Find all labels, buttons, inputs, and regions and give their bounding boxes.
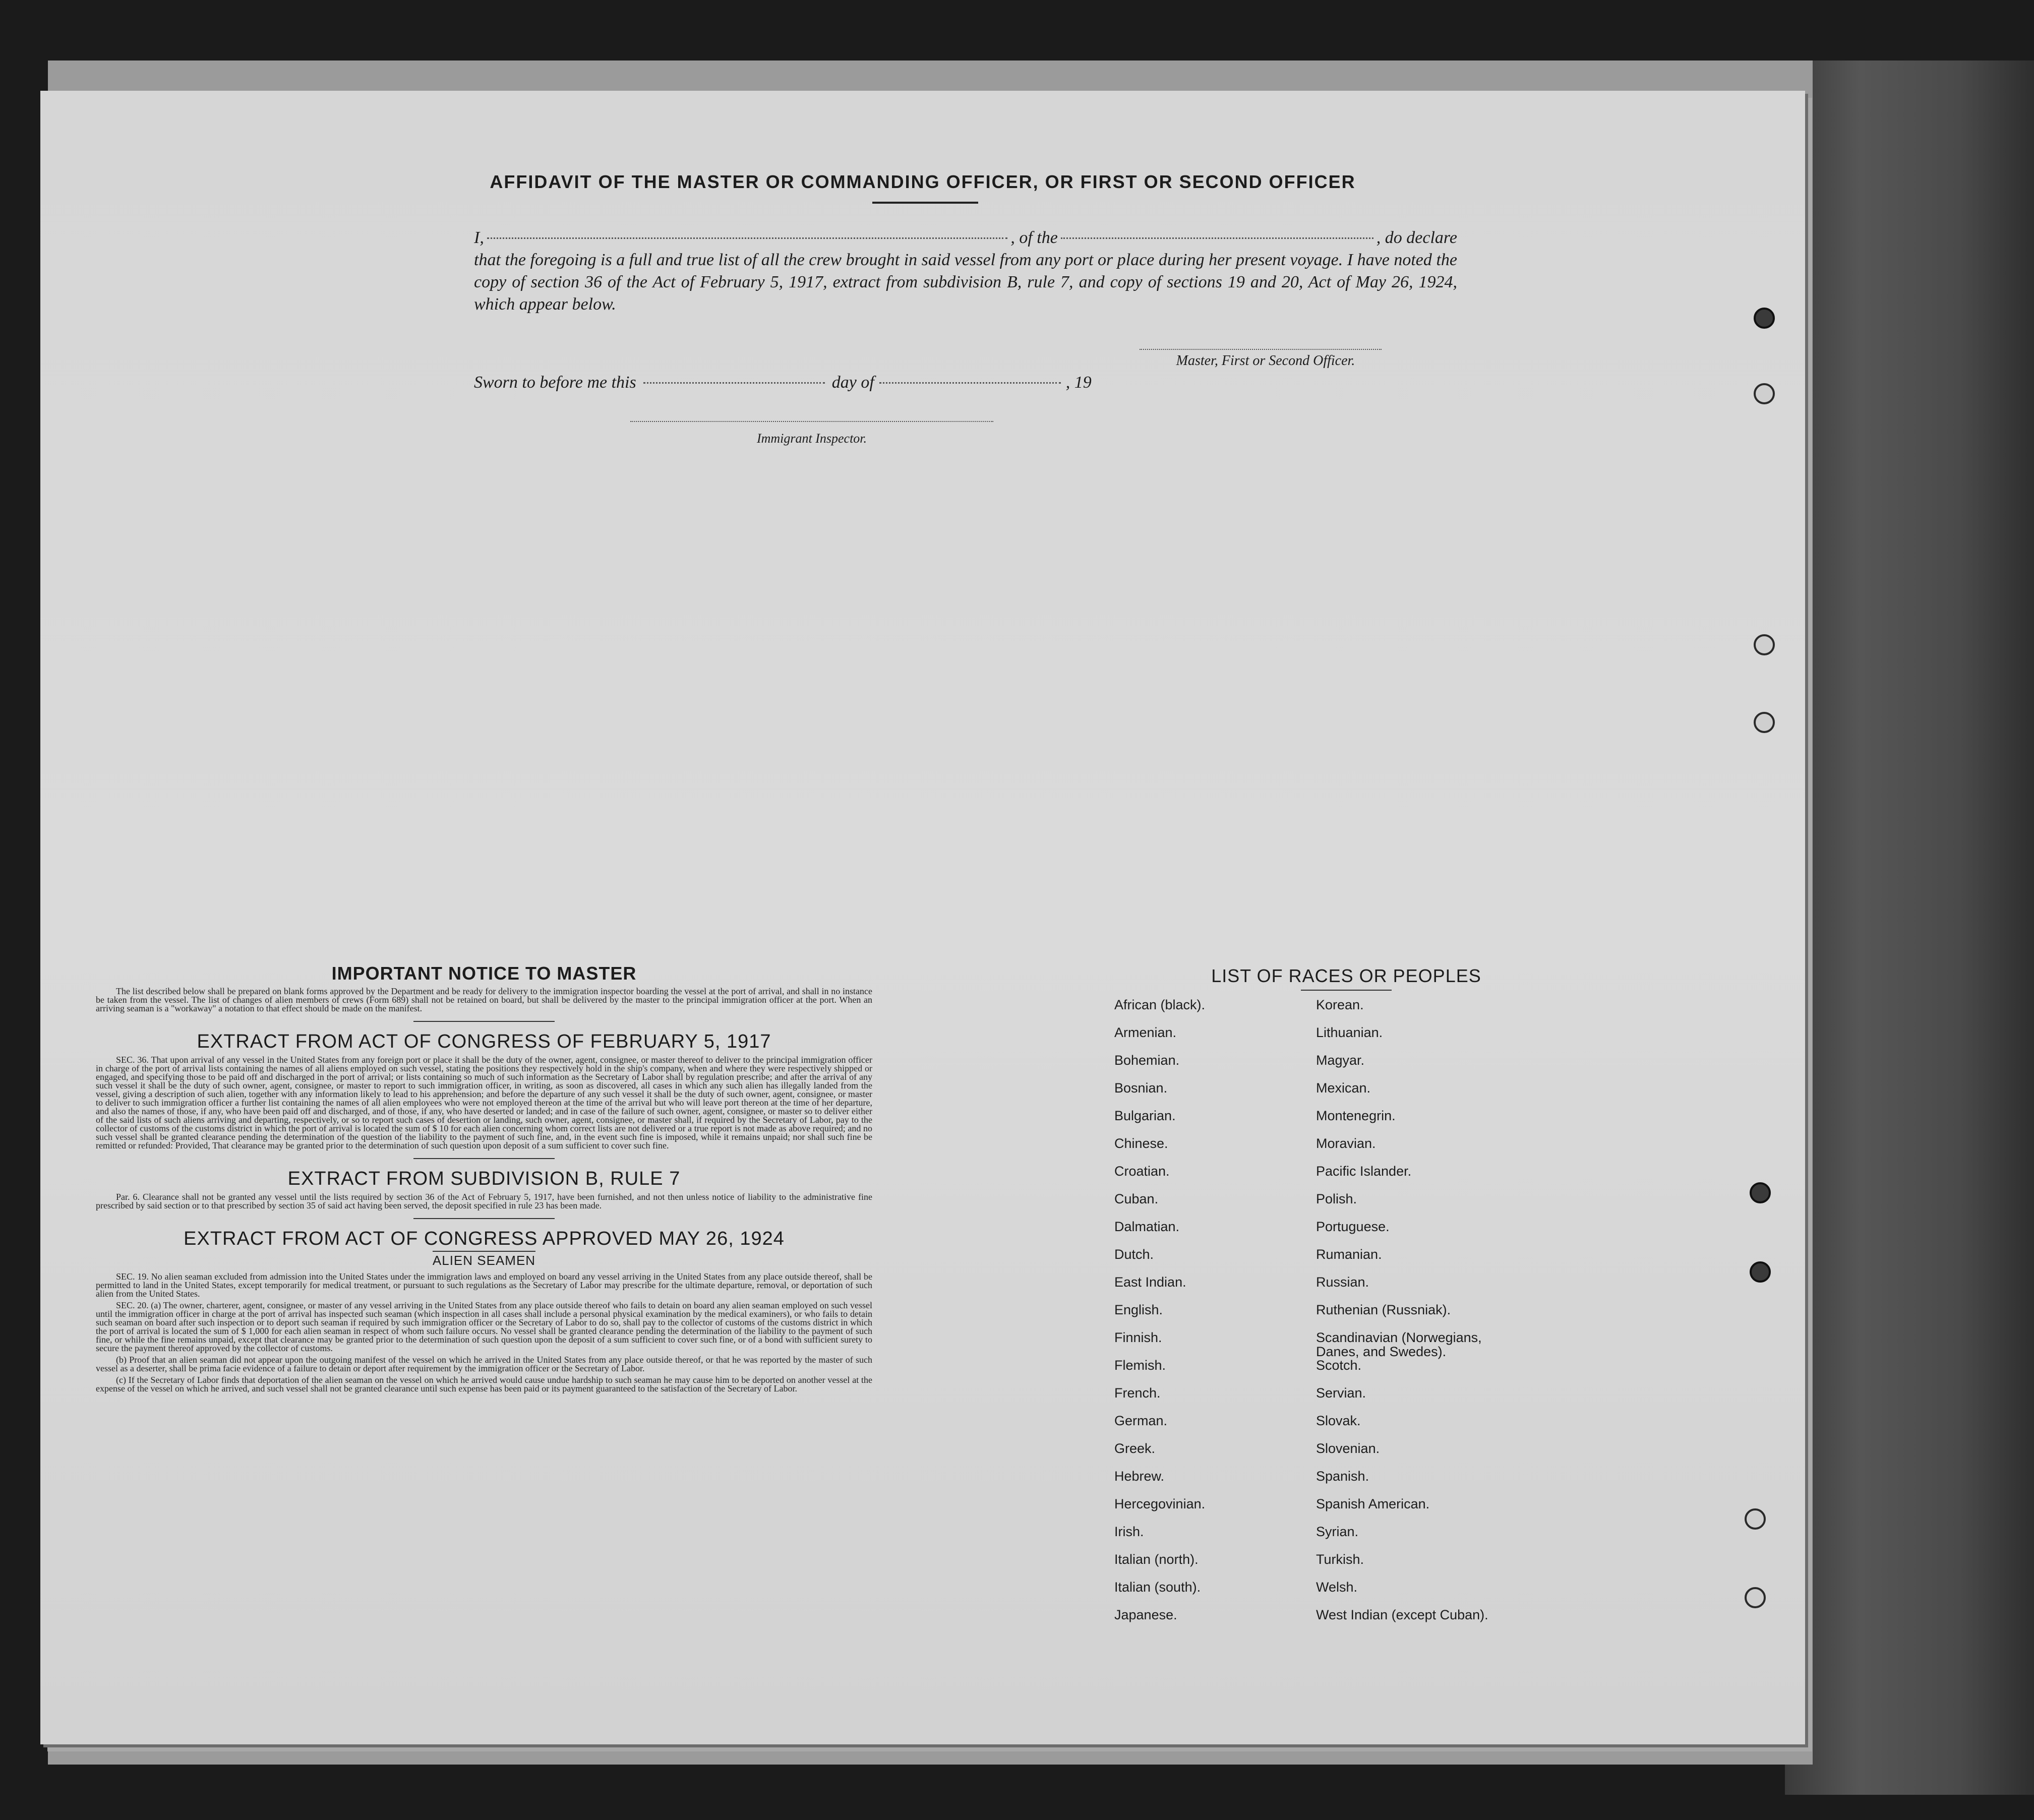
binder-hole (1754, 308, 1775, 329)
race-item: English. (1114, 1302, 1163, 1317)
binder-hole (1745, 1587, 1766, 1608)
title-underline (872, 202, 978, 204)
race-item: Italian (north). (1114, 1552, 1199, 1567)
legal-notices (96, 963, 872, 1393)
day-field[interactable] (643, 382, 825, 384)
year-label: , 19 (1065, 373, 1092, 392)
document-page (40, 91, 1805, 1744)
races-list (1114, 965, 1578, 1635)
race-item: Italian (south). (1114, 1580, 1201, 1595)
race-item: Syrian. (1316, 1524, 1359, 1539)
sworn-line (474, 373, 1180, 392)
race-item: Bulgarian. (1114, 1108, 1176, 1123)
extract-1924-title: EXTRACT FROM ACT OF CONGRESS APPROVED MAY 26, 1924 (184, 1228, 785, 1249)
vessel-field[interactable] (1061, 237, 1373, 239)
notice-title: IMPORTANT NOTICE TO MASTER (331, 963, 637, 984)
signature-label: Master, First or Second Officer. (1176, 353, 1355, 369)
race-item: Croatian. (1114, 1164, 1170, 1179)
race-item: Magyar. (1316, 1053, 1365, 1068)
divider (413, 1218, 555, 1219)
race-item: Spanish. (1316, 1469, 1369, 1484)
race-item: Greek. (1114, 1441, 1156, 1456)
notice-text: The list described below shall be prepared on blank forms approved by the Department and be ready for delivery to the immigration inspector boarding the vessel at the port of arrival, and shall in no instance be taken from the vessel. The list of changes of alien members of crews (Form 689) shall not be retained on board, but shall be delivered by the master to the principal immigration officer at the port. When an arriving seaman is a "workaway" a notation to that effect should be made on the manifest. (96, 986, 872, 1013)
race-item: Ruthenian (Russniak). (1316, 1302, 1451, 1317)
binder-hole (1750, 1182, 1771, 1203)
race-item: German. (1114, 1413, 1168, 1428)
inspector-signature-field[interactable] (630, 421, 993, 422)
race-item: Moravian. (1316, 1136, 1376, 1151)
signature-field[interactable] (1140, 349, 1382, 350)
extract-rule7-text: Par. 6. Clearance shall not be granted any vessel until the lists required by section 36 of the Act of February 5, 1917, have been furnished, and not then unless notice of liability to the administrative fine prescribed by said section or to that prescribed by section 35 of said act having been served, the deposit specified in rule 23 has been made. (96, 1192, 872, 1210)
i-label: I, (474, 228, 484, 247)
race-item: Russian. (1316, 1275, 1369, 1290)
extract-rule7-title: EXTRACT FROM SUBDIVISION B, RULE 7 (287, 1168, 681, 1189)
sec20c-text: (c) If the Secretary of Labor finds that deportation of the alien seaman on the vessel on which he arrived would cause undue hardship to such seaman he may cause him to be deported on another vessel at the expense of the vessel on which he arrived, and such vessel shall not be granted clearance until such expense has been paid or its payment guaranteed to the satisfaction of the Secretary of Labor. (96, 1375, 872, 1393)
race-item: Lithuanian. (1316, 1025, 1383, 1040)
of-the-label: , of the (1010, 228, 1058, 247)
race-item: Montenegrin. (1316, 1108, 1396, 1123)
race-item: Scotch. (1316, 1358, 1362, 1373)
day-of-label: day of (831, 373, 874, 392)
divider (413, 1021, 555, 1022)
month-field[interactable] (879, 382, 1061, 384)
sec20a-text: SEC. 20. (a) The owner, charterer, agent, consignee, or master of any vessel arriving in the United States from any place outside thereof who fails to detain on board any alien seaman employed on such vessel until the immigration officer in charge at the port of arrival has inspected such seaman (which inspection in all cases shall include a personal physical examination by the medical examiners), or who fails to detain such seaman on board after such inspection or to deport such seaman if required by such immigration officer or the Secretary of Labor to do so, shall pay to the collector of customs of the customs district in which the port of arrival is located the sum of $ 1,000 for each alien seaman in respect of whom such failure occurs. No vessel shall be granted clearance pending the determination of the liability to the payment of such fine, or while the fine remains unpaid, except that clearance may be granted prior to the determination of such question upon the deposit of a sum sufficient to cover such fine, or of a bond with sufficient surety to secure the payment thereof approved by the collector of customs. (96, 1300, 872, 1353)
sec20b-text: (b) Proof that an alien seaman did not appear upon the outgoing manifest of the vessel on which he arrived in the United States from any place outside thereof, or that he was reported by the master of such vessel as a deserter, shall be prima facie evidence of a failure to detain or deport after requirement by the immigration officer or the Secretary of Labor. (96, 1355, 872, 1373)
race-item: Korean. (1316, 997, 1364, 1012)
race-item: Rumanian. (1316, 1247, 1382, 1262)
race-item: Dutch. (1114, 1247, 1154, 1262)
race-item: Dalmatian. (1114, 1219, 1180, 1234)
races-title: LIST OF RACES OR PEOPLES (1211, 965, 1481, 986)
race-item: Slovenian. (1316, 1441, 1380, 1456)
sec19-text: SEC. 19. No alien seaman excluded from admission into the United States under the immigration laws and employed on board any vessel arriving in the United States from any place outside thereof, shall be permitted to land in the United States, except temporarily for medical treatment, or pursuant to such regulations as the Secretary of Labor may prescribe for the ultimate departure, removal, or deportation of such alien from the United States. (96, 1271, 872, 1299)
binder-hole (1745, 1508, 1766, 1530)
affidavit-body (474, 227, 1457, 316)
binder-hole (1754, 634, 1775, 655)
race-item: Turkish. (1316, 1552, 1364, 1567)
race-item: West Indian (except Cuban). (1316, 1607, 1488, 1622)
inspector-label: Immigrant Inspector. (756, 431, 867, 446)
binder-hole (1754, 712, 1775, 733)
affidavit-title: AFFIDAVIT OF THE MASTER OR COMMANDING OFFICER, OR FIRST OR SECOND OFFICER (490, 171, 1356, 192)
divider (413, 1158, 555, 1159)
race-item: Servian. (1316, 1385, 1366, 1401)
race-item: Spanish American. (1316, 1496, 1430, 1511)
race-item: Bohemian. (1114, 1053, 1180, 1068)
affidavit-text: that the foregoing is a full and true list of all the crew brought in said vessel from any port or place during her present voyage. I have noted the copy of section 36 of the Act of February 5, 1917, extract from subdivision B, rule 7, and copy of sections 19 and 20, Act of May 26, 1924, which appear below. (474, 251, 1457, 314)
race-item: Finnish. (1114, 1330, 1162, 1345)
extract-1917-text: SEC. 36. That upon arrival of any vessel in the United States from any foreign port or place it shall be the duty of the owner, agent, consignee, or master thereof to deliver to the principal immigration officer in charge of the port of arrival lists containing the names of all aliens employed on such vessel, stating the positions they respectively hold in the ship's company, when and where they were respectively shipped or engaged, and specifying those to be paid off and discharged in the port of arrival; or lists containing so much of such information as the Secretary of Labor shall by regulation prescribe; and after the arrival of any such vessel it shall be the duty of such owner, agent, consignee, or master to report to such immigration officer, in writing, as soon as discovered, all cases in which any such alien has illegally landed from the vessel, giving a description of such alien, together with any information likely to lead to his apprehension; and before the departure of any such vessel it shall be the duty of such owner, agent, consignee, or master to deliver to such immigration officer a further list containing the names of all alien employees who were not employed thereon at the time of the arrival but who will leave port thereon at the time of her departure, and also the names of those, if any, who have been paid off and discharged, and of those, if any, who have deserted or landed; and in case of the failure of such owner, agent, consignee, or master so to deliver either of the said lists of such aliens arriving and departing, respectively, or so to report such cases of desertion or landing, such owner, agent, consignee, or master shall, if required by the Secretary of Labor, pay to the collector of customs of the customs district in which the port of arrival is located the sum of $ 10 for each alien concerning whom correct lists are not delivered or a true report is not made as above required; and no such vessel shall be granted clearance pending the determination of the question of the liability to the payment of such fine, and, in the event such fine is imposed, while it remains unpaid; nor shall such fine be remitted or refunded: Provided, That clearance may be granted prior to the determination of such question upon deposit of a sum sufficient to cover such fine. (96, 1055, 872, 1150)
race-item: Mexican. (1316, 1080, 1371, 1096)
race-item: Bosnian. (1114, 1080, 1168, 1096)
race-item: Chinese. (1114, 1136, 1168, 1151)
race-item: Hercegovinian. (1114, 1496, 1206, 1511)
race-item: Polish. (1316, 1191, 1357, 1206)
race-item: Flemish. (1114, 1358, 1166, 1373)
race-item: Cuban. (1114, 1191, 1159, 1206)
race-item: Welsh. (1316, 1580, 1358, 1595)
race-item: Portuguese. (1316, 1219, 1390, 1234)
do-declare-label: , do declare (1376, 228, 1457, 247)
binder-background (1785, 60, 2034, 1795)
race-item: French. (1114, 1385, 1161, 1401)
alien-seamen-subtitle: ALIEN SEAMEN (433, 1251, 535, 1268)
race-item: East Indian. (1114, 1275, 1186, 1290)
sworn-label: Sworn to before me this (474, 373, 636, 392)
race-item: Hebrew. (1114, 1469, 1165, 1484)
race-item: Pacific Islander. (1316, 1164, 1412, 1179)
race-item: Japanese. (1114, 1607, 1177, 1622)
race-item: Armenian. (1114, 1025, 1177, 1040)
races-underline (1301, 990, 1392, 991)
extract-1917-title: EXTRACT FROM ACT OF CONGRESS OF FEBRUARY 5, 1917 (197, 1031, 771, 1052)
race-item: Slovak. (1316, 1413, 1361, 1428)
declaration-line (474, 227, 1457, 249)
name-field[interactable] (487, 237, 1007, 239)
races-grid (1114, 998, 1578, 1635)
binder-hole (1754, 383, 1775, 404)
race-item: Scandinavian (Norwegians, Danes, and Swedes). (1316, 1330, 1482, 1359)
race-item: African (black). (1114, 997, 1206, 1012)
binder-hole (1750, 1261, 1771, 1283)
race-item: Irish. (1114, 1524, 1144, 1539)
